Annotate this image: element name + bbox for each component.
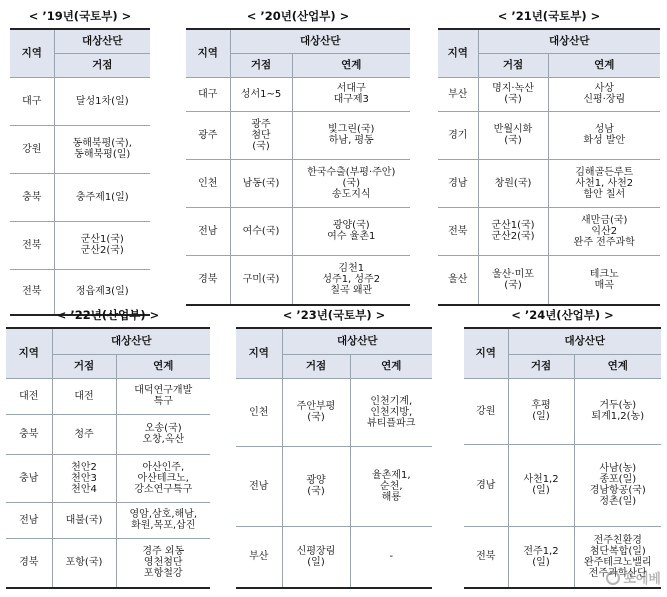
region-header: 지역: [10, 29, 54, 77]
region-header: 지역: [186, 29, 230, 77]
hub-header: 거점: [54, 53, 150, 77]
table-block-2023: [236, 305, 432, 593]
industrial-complex-table: [186, 28, 410, 306]
region-cell: 경기: [438, 111, 478, 159]
industrial-complex-table: [464, 327, 661, 589]
industrial-complex-table: [10, 28, 150, 316]
region-cell: 부산: [236, 526, 282, 588]
link-cell: 한국수출(부평·주안) (국) 송도지식: [292, 159, 410, 207]
link-cell: 율촌제1, 순천, 해룡: [350, 446, 432, 526]
industrial-complex-table: [6, 327, 210, 589]
hub-cell: 달성1차(일): [54, 77, 150, 125]
region-cell: 전북: [464, 526, 508, 588]
table-title: < ’23년(국토부) >: [282, 308, 386, 322]
region-cell: 경북: [186, 255, 230, 305]
table-row: [236, 446, 432, 526]
region-cell: 전남: [236, 446, 282, 526]
circle-logo-icon: [606, 571, 620, 585]
table-title: < ’21년(국토부) >: [497, 9, 601, 23]
link-cell: 사상 신평·장림: [548, 77, 660, 111]
table-row: [186, 255, 410, 305]
region-cell: 대구: [186, 77, 230, 111]
table-row: [186, 207, 410, 255]
region-cell: 전남: [6, 502, 52, 538]
hub-cell: 여수(국): [230, 207, 292, 255]
target-complex-header: 대상산단: [282, 328, 432, 354]
link-header: 연계: [350, 354, 432, 378]
region-cell: 인천: [186, 159, 230, 207]
hub-header: 거점: [282, 354, 350, 378]
table-block-2019: [10, 6, 150, 296]
table-title: < ’24년(산업부) >: [511, 308, 614, 322]
link-cell: 경주 외동 영천첨단 포항철강: [116, 538, 210, 588]
table-row: [6, 538, 210, 588]
hub-cell: 대전: [52, 378, 116, 414]
hub-cell: 구미(국): [230, 255, 292, 305]
region-cell: 전북: [10, 221, 54, 269]
link-cell: -: [350, 526, 432, 588]
region-cell: 전북: [438, 207, 478, 255]
hub-cell: 사천1,2 (일): [508, 444, 574, 526]
table-row: [438, 111, 660, 159]
hub-cell: 군산1(국) 군산2(국): [54, 221, 150, 269]
hub-cell: 창원(국): [478, 159, 548, 207]
region-cell: 경북: [6, 538, 52, 588]
link-header: 연계: [292, 53, 410, 77]
table-row: [10, 77, 150, 125]
target-complex-header: 대상산단: [52, 328, 210, 354]
table-title: < ’19년(국토부) >: [28, 9, 132, 23]
link-cell: 대덕연구개발 특구: [116, 378, 210, 414]
region-header: 지역: [236, 328, 282, 378]
hub-header: 거점: [508, 354, 574, 378]
hub-cell: 청주: [52, 414, 116, 454]
link-cell: 거두(농) 퇴계1,2(농): [574, 378, 661, 444]
table-row: [10, 173, 150, 221]
link-cell: 테크노 매곡: [548, 255, 660, 305]
watermark: [606, 568, 661, 587]
table-row: [236, 526, 432, 588]
link-cell: 빛그린(국) 하남, 평동: [292, 111, 410, 159]
table-block-2022: [6, 305, 210, 593]
region-cell: 강원: [10, 125, 54, 173]
hub-cell: 명지·녹산 (국): [478, 77, 548, 111]
link-cell: 김천1 성주1, 성주2 칠곡 왜관: [292, 255, 410, 305]
table-title: < ’20년(산업부) >: [246, 9, 350, 23]
target-complex-header: 대상산단: [478, 29, 660, 53]
hub-cell: 동해북평(국), 동해북평(일): [54, 125, 150, 173]
table-block-2024: [464, 305, 661, 593]
table-row: [438, 159, 660, 207]
region-cell: 부산: [438, 77, 478, 111]
hub-cell: 포항(국): [52, 538, 116, 588]
table-row: [186, 159, 410, 207]
link-cell: 김해골든루트 사천1, 사천2 함안 칠서: [548, 159, 660, 207]
table-row: [6, 378, 210, 414]
region-cell: 경남: [464, 444, 508, 526]
region-cell: 충북: [6, 414, 52, 454]
table-row: [236, 378, 432, 446]
region-cell: 대구: [10, 77, 54, 125]
table-row: [438, 207, 660, 255]
hub-header: 거점: [52, 354, 116, 378]
region-cell: 대전: [6, 378, 52, 414]
hub-cell: 반월시화 (국): [478, 111, 548, 159]
region-cell: 인천: [236, 378, 282, 446]
region-cell: 경남: [438, 159, 478, 207]
hub-header: 거점: [230, 53, 292, 77]
hub-cell: 광양 (국): [282, 446, 350, 526]
region-header: 지역: [438, 29, 478, 77]
table-row: [464, 444, 661, 526]
hub-cell: 군산1(국) 군산2(국): [478, 207, 548, 255]
target-complex-header: 대상산단: [54, 29, 150, 53]
link-cell: 아산인주, 아산테크노, 강소연구특구: [116, 454, 210, 502]
region-cell: 광주: [186, 111, 230, 159]
table-row: [10, 221, 150, 269]
hub-cell: 신평장림 (일): [282, 526, 350, 588]
region-cell: 전북: [10, 269, 54, 315]
table-title: < ’22년(산업부) >: [56, 308, 160, 322]
link-cell: 전주친환경 첨단복합(일) 완주테크노밸리 전주과학산단: [574, 526, 661, 588]
region-cell: 전남: [186, 207, 230, 255]
link-cell: 영암,삼호,해남, 화원,목포,삽진: [116, 502, 210, 538]
hub-cell: 남동(국): [230, 159, 292, 207]
link-header: 연계: [548, 53, 660, 77]
region-cell: 울산: [438, 255, 478, 305]
link-header: 연계: [116, 354, 210, 378]
link-cell: 새만금(국) 익산2 완주 전주과학: [548, 207, 660, 255]
hub-cell: 정읍제3(일): [54, 269, 150, 315]
target-complex-header: 대상산단: [230, 29, 410, 53]
table-row: [464, 378, 661, 444]
hub-cell: 충주제1(일): [54, 173, 150, 221]
hub-header: 거점: [478, 53, 548, 77]
hub-cell: 광주 첨단 (국): [230, 111, 292, 159]
region-header: 지역: [464, 328, 508, 378]
table-row: [186, 77, 410, 111]
table-block-2021: [438, 6, 660, 296]
table-row: [6, 502, 210, 538]
link-cell: 인천기계, 인천지방, 뷰티플파크: [350, 378, 432, 446]
hub-cell: 성서1~5: [230, 77, 292, 111]
table-row: [186, 111, 410, 159]
region-cell: 충남: [6, 454, 52, 502]
table-block-2020: [186, 6, 410, 296]
target-complex-header: 대상산단: [508, 328, 661, 354]
link-cell: 서대구 대구제3: [292, 77, 410, 111]
hub-cell: 후평 (일): [508, 378, 574, 444]
link-cell: 광양(국) 여수 율촌1: [292, 207, 410, 255]
link-cell: 사남(농) 종포(일) 경남항공(국) 정촌(일): [574, 444, 661, 526]
hub-cell: 울산·미포 (국): [478, 255, 548, 305]
industrial-complex-table: [236, 327, 432, 589]
link-cell: 오송(국) 오창,옥산: [116, 414, 210, 454]
table-row: [6, 454, 210, 502]
hub-cell: 전주1,2 (일): [508, 526, 574, 588]
hub-cell: 천안2 천안3 천안4: [52, 454, 116, 502]
hub-cell: 대불(국): [52, 502, 116, 538]
link-header: 연계: [574, 354, 661, 378]
industrial-complex-table: [438, 28, 660, 306]
watermark-text: 포에베: [623, 572, 661, 587]
region-cell: 강원: [464, 378, 508, 444]
table-row: [438, 77, 660, 111]
link-cell: 성남 화성 발안: [548, 111, 660, 159]
hub-cell: 주안부평 (국): [282, 378, 350, 446]
table-row: [438, 255, 660, 305]
table-row: [6, 414, 210, 454]
region-cell: 충북: [10, 173, 54, 221]
table-row: [10, 125, 150, 173]
region-header: 지역: [6, 328, 52, 378]
